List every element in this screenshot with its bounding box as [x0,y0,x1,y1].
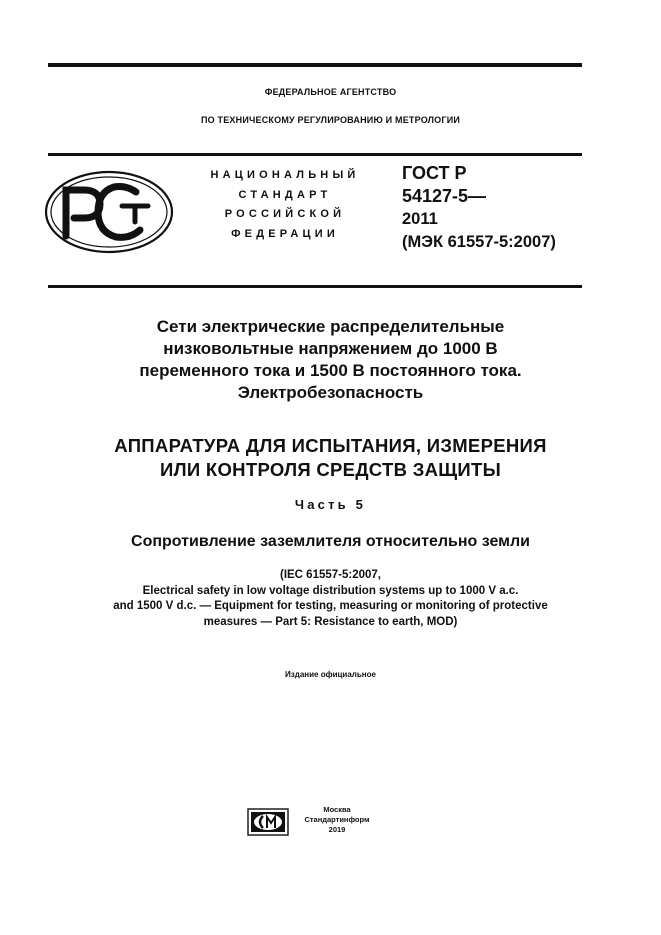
gost-designation [402,162,556,254]
title-line-4: Электробезопасность [237,383,424,402]
english-line-4: measures — Part 5: Resistance to earth, MOD) [203,615,458,628]
gost-line-4: (МЭК 61557-5:2007) [402,233,556,251]
standard-kind-lines [190,166,380,244]
main-title-line-1: АППАРАТУРА ДЛЯ ИСПЫТАНИЯ, ИЗМЕРЕНИЯ [114,435,547,456]
gost-r-logo [44,170,174,254]
publisher-city: Москва [323,805,351,814]
publisher-info [292,805,382,835]
english-line-2: Electrical safety in low voltage distribution systems up to 1000 V a.c. [142,584,519,597]
standard-block-top-rule [48,153,582,156]
document-main-title [0,434,661,482]
top-rule [48,63,582,67]
gost-line-2: 54127-5— [402,186,487,206]
gost-line-3: 2011 [402,210,438,228]
title-line-2: низковольтные напряжением до 1000 В [163,339,498,358]
english-line-1: (IEC 61557-5:2007, [279,569,381,581]
standard-kind-line-4: ФЕДЕРАЦИИ [231,227,339,240]
main-title-line-2: ИЛИ КОНТРОЛЯ СРЕДСТВ ЗАЩИТЫ [159,459,502,480]
publisher-year: 2019 [328,825,346,834]
title-line-3: переменного тока и 1500 В постоянного тока. [139,361,522,380]
document-title [0,316,661,404]
agency-line-1: ФЕДЕРАЛЬНОЕ АГЕНТСТВО [264,87,397,97]
publisher-name: Стандартинформ [304,815,370,824]
standard-kind-line-1: НАЦИОНАЛЬНЫЙ [210,169,360,181]
standard-kind-line-2: СТАНДАРТ [238,188,332,201]
title-line-1: Сети электрические распределительные [156,317,505,336]
english-line-3: and 1500 V d.c. — Equipment for testing, measuring or monitoring of protective [113,600,548,612]
english-title [0,568,661,630]
standard-block-bottom-rule [48,285,582,288]
agency-line-2: ПО ТЕХНИЧЕСКОМУ РЕГУЛИРОВАНИЮ И МЕТРОЛОГИИ [200,115,461,125]
publisher-logo [247,808,289,836]
gost-line-1: ГОСТ Р [402,163,467,183]
standard-kind-line-3: РОССИЙСКОЙ [224,208,346,220]
part-subtitle: Сопротивление заземлителя относительно земли [131,533,530,550]
edition-note: Издание официальное [285,670,376,679]
part-label: Часть 5 [294,497,367,512]
